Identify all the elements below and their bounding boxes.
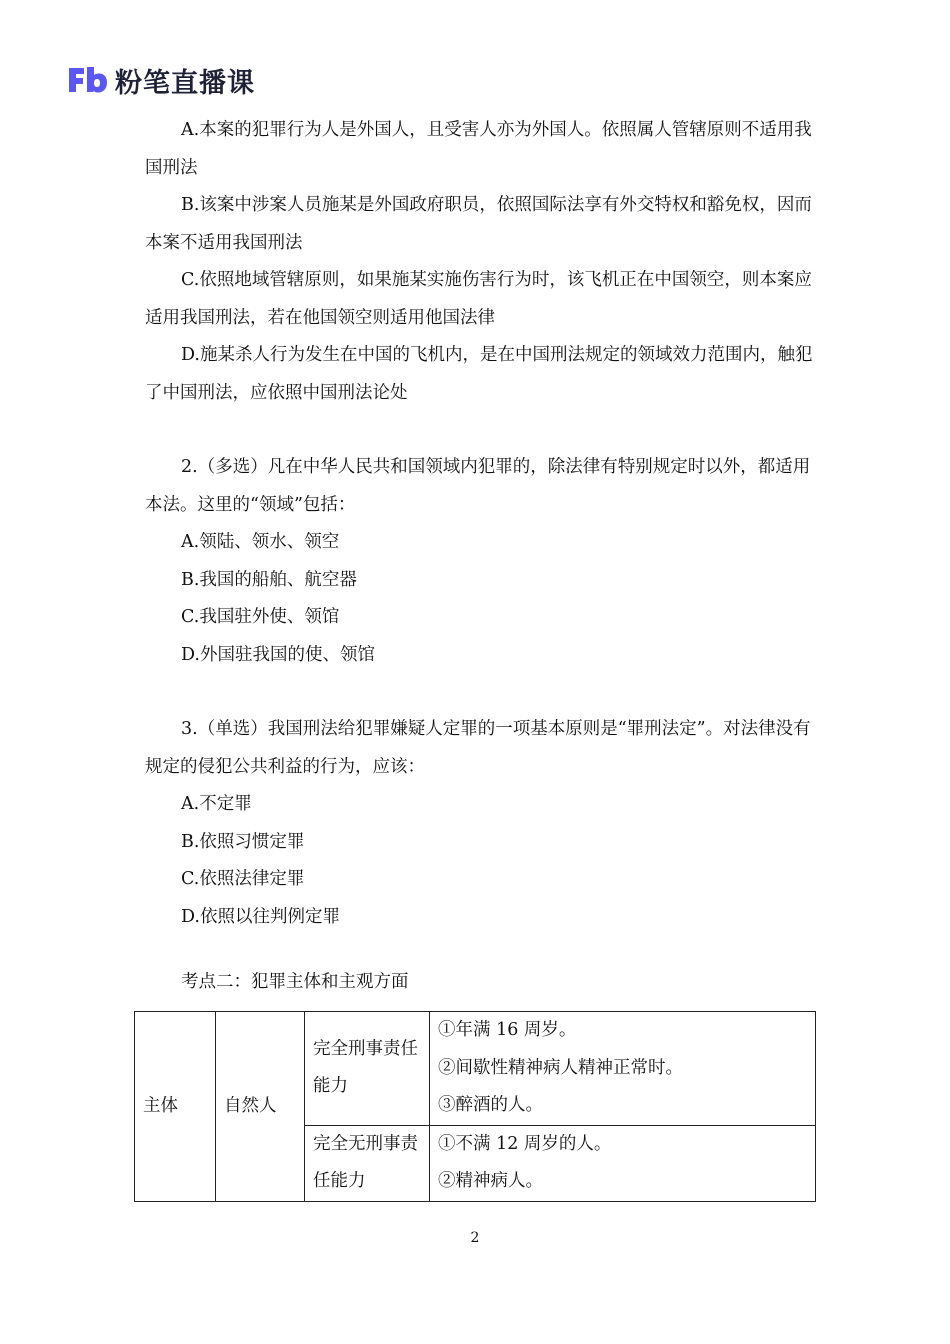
section-title: 考点二：犯罪主体和主观方面 [181,972,409,992]
q1-option-b: B.该案中涉案人员施某是外国政府职员，依照国际法享有外交特权和豁免权，因而本案不适用我国刑法 [145,195,812,253]
q3-stem: 3.（单选）我国刑法给犯罪嫌疑人定罪的一项基本原则是“罪刑法定”。对法律没有规定的侵犯公共利益的行为，应该： [145,719,811,777]
q2-stem: 2.（多选）凡在中华人民共和国领域内犯罪的，除法律有特别规定时以外，都适用本法。这里的“领域”包括： [145,457,811,515]
criminal-subject-table [134,1011,816,1202]
table-cell-subject: 主体 [135,1012,216,1202]
q2-option-d: D.外国驻我国的使、领馆 [181,644,375,665]
page-number: 2 [470,1230,480,1246]
q3-option-a: A.不定罪 [181,794,252,814]
brand-logo [67,60,255,100]
q2-option-a: A.领陆、领水、领空 [181,532,340,552]
page-content [145,112,815,1002]
logo-text: 粉笔直播课 [115,67,255,99]
table-cell-natural-person: 自然人 [216,1012,305,1202]
list-item: ①年满 16 周岁。 [438,1020,577,1040]
q2-option-b: B.我国的船舶、航空器 [181,569,357,590]
q2-option-c: C.我国驻外使、领馆 [181,607,340,627]
q1-option-c: C.依照地域管辖原则，如果施某实施伤害行为时，该飞机正在中国领空，则本案应适用我国刑法，若在他国领空则适用他国法律 [145,270,812,328]
table-cell-no-capacity: 完全无刑事责任能力 [305,1125,430,1201]
list-item: ②间歇性精神病人精神正常时。 [438,1057,683,1078]
list-item: ③醉酒的人。 [438,1095,543,1115]
q3-option-c: C.依照法律定罪 [181,869,305,889]
q3-option-b: B.依照习惯定罪 [181,831,305,852]
q1-option-a: A.本案的犯罪行为人是外国人，且受害人亦为外国人。依照属人管辖原则不适用我国刑法 [145,120,812,178]
table-cell-no-capacity-items [430,1125,816,1201]
list-item: ②精神病人。 [438,1171,543,1191]
q3-option-d: D.依照以往判例定罪 [181,906,340,927]
table-cell-full-capacity-items [430,1012,816,1126]
fb-logo-icon [67,65,109,95]
q1-option-d: D.施某杀人行为发生在中国的飞机内，是在中国刑法规定的领域效力范围内，触犯了中国刑法，应依照中国刑法论处 [145,345,813,403]
table-cell-full-capacity: 完全刑事责任能力 [305,1012,430,1126]
list-item: ①不满 12 周岁的人。 [438,1133,612,1154]
